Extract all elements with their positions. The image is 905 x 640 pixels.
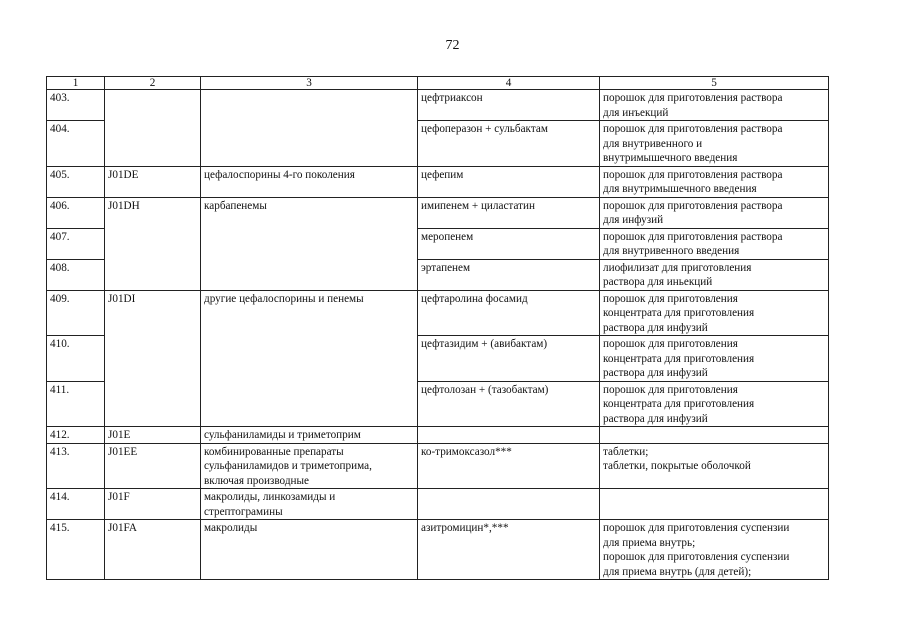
column-header: 5 (600, 77, 829, 90)
table-row (47, 427, 829, 444)
drug-name: имипенем + циластатин (418, 197, 600, 228)
drug-name: цефоперазон + сульбактам (418, 121, 600, 167)
drug-name: азитромицин*,*** (418, 520, 600, 580)
table-row (47, 443, 829, 489)
row-number: 413. (47, 443, 105, 489)
group-name: комбинированные препараты сульфаниламидов и триметоприма, включая производные (201, 443, 418, 489)
dosage-form (600, 427, 829, 444)
dosage-form: порошок для приготовления раствора для внутривенного и внутримышечного введения (600, 121, 829, 167)
group-name: сульфаниламиды и триметоприм (201, 427, 418, 444)
atc-code: J01F (105, 489, 201, 520)
dosage-form: порошок для приготовления раствора для инфузий (600, 197, 829, 228)
row-number: 409. (47, 290, 105, 336)
atc-code: J01FA (105, 520, 201, 580)
dosage-form: таблетки; таблетки, покрытые оболочкой (600, 443, 829, 489)
drug-list-table (46, 76, 829, 580)
column-header: 1 (47, 77, 105, 90)
atc-code: J01DI (105, 290, 201, 427)
dosage-form: порошок для приготовления раствора для внутривенного введения (600, 228, 829, 259)
table-row (47, 520, 829, 580)
row-number: 411. (47, 381, 105, 427)
group-name: карбапенемы (201, 197, 418, 290)
table-row (47, 166, 829, 197)
row-number: 405. (47, 166, 105, 197)
dosage-form: порошок для приготовления концентрата для приготовления раствора для инфузий (600, 290, 829, 336)
atc-code (105, 90, 201, 167)
drug-name (418, 427, 600, 444)
drug-name: цефтолозан + (тазобактам) (418, 381, 600, 427)
group-name (201, 90, 418, 167)
atc-code: J01DH (105, 197, 201, 290)
dosage-form: лиофилизат для приготовления раствора для иньекций (600, 259, 829, 290)
row-number: 403. (47, 90, 105, 121)
dosage-form: порошок для приготовления суспензии для приема внутрь; порошок для приготовления суспензии для приема внутрь (для детей); (600, 520, 829, 580)
table-row (47, 489, 829, 520)
dosage-form: порошок для приготовления концентрата для приготовления раствора для инфузий (600, 336, 829, 382)
table-header-row (47, 77, 829, 90)
table-row (47, 90, 829, 121)
drug-name: цефтазидим + (авибактам) (418, 336, 600, 382)
dosage-form: порошок для приготовления раствора для инъекций (600, 90, 829, 121)
row-number: 414. (47, 489, 105, 520)
row-number: 408. (47, 259, 105, 290)
dosage-form: порошок для приготовления концентрата для приготовления раствора для инфузий (600, 381, 829, 427)
atc-code: J01E (105, 427, 201, 444)
atc-code: J01DE (105, 166, 201, 197)
table-row (47, 197, 829, 228)
column-header: 2 (105, 77, 201, 90)
drug-name: цефтаролина фосамид (418, 290, 600, 336)
column-header: 3 (201, 77, 418, 90)
row-number: 404. (47, 121, 105, 167)
dosage-form (600, 489, 829, 520)
row-number: 407. (47, 228, 105, 259)
row-number: 406. (47, 197, 105, 228)
row-number: 415. (47, 520, 105, 580)
page-number: 72 (445, 38, 460, 53)
column-header: 4 (418, 77, 600, 90)
group-name: макролиды, линкозамиды и стрептограмины (201, 489, 418, 520)
drug-name: меропенем (418, 228, 600, 259)
table-row (47, 290, 829, 336)
group-name: макролиды (201, 520, 418, 580)
drug-name (418, 489, 600, 520)
atc-code: J01EE (105, 443, 201, 489)
group-name: цефалоспорины 4-го поколения (201, 166, 418, 197)
row-number: 412. (47, 427, 105, 444)
drug-name: цефепим (418, 166, 600, 197)
drug-name: ко-тримоксазол*** (418, 443, 600, 489)
row-number: 410. (47, 336, 105, 382)
dosage-form: порошок для приготовления раствора для внутримышечного введения (600, 166, 829, 197)
drug-name: эртапенем (418, 259, 600, 290)
drug-name: цефтриаксон (418, 90, 600, 121)
group-name: другие цефалоспорины и пенемы (201, 290, 418, 427)
